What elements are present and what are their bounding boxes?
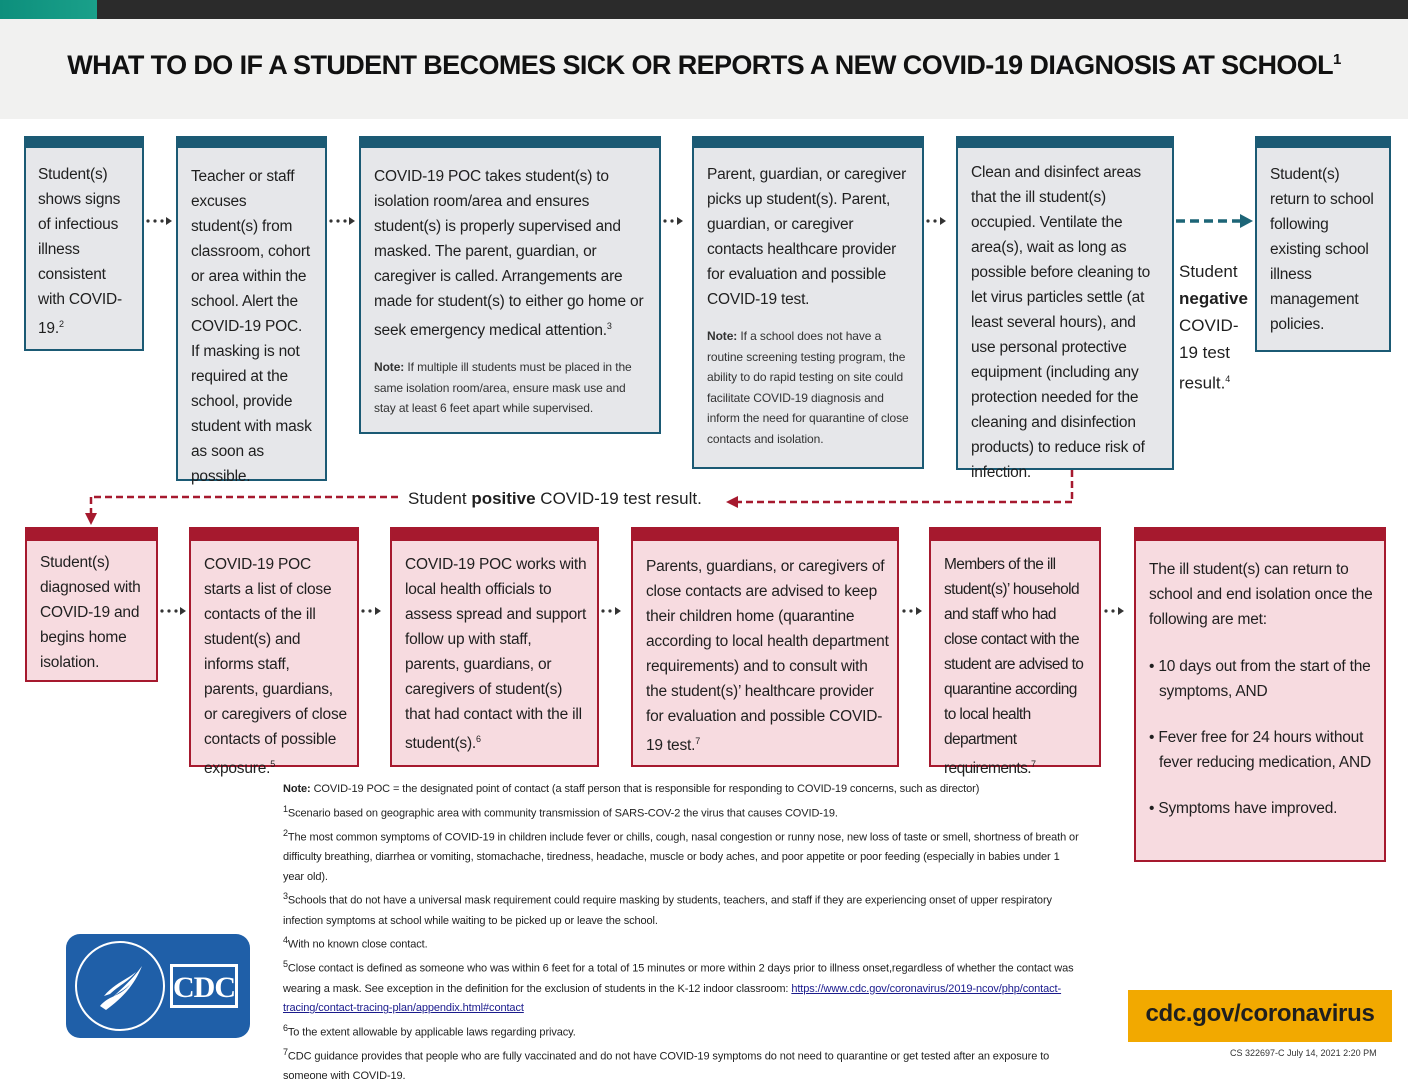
website-banner[interactable] — [1128, 990, 1392, 1042]
footnote-ref: 6 — [476, 734, 481, 744]
note-text: If a school does not have a routine screening testing program, the ability to do rapid testing on site could facilitate COVID-19 diagnosis and inform the need for quarantine of close contacts and isolation. — [707, 329, 909, 446]
footnote-7: $^7$CDC guidance provides that people who are fully vaccinated and do not have COVID-19 symptoms do not need to quarantine or get tested after an exposure to someone with COVID-19. — [283, 1047, 1050, 1083]
cdc-logo-text: CDC — [173, 971, 235, 1004]
step-box-end-isolation — [1134, 527, 1386, 862]
dots-r2-2-3 — [361, 607, 381, 615]
step-text — [38, 162, 130, 341]
footnote-ref: 5 — [270, 759, 276, 769]
step-note — [707, 326, 910, 449]
end-isolation-intro: The ill student(s) can return to school and end isolation once the following are met: — [1149, 561, 1373, 628]
footnote-ref: 2 — [58, 319, 64, 329]
step-text — [374, 164, 647, 343]
hhs-seal-icon — [70, 936, 170, 1036]
note-label: Note: — [374, 360, 405, 375]
page-title-sup: 1 — [1333, 51, 1341, 68]
footnote-6: $^6$To the extent allowable by applicable laws regarding privacy. — [283, 1022, 576, 1039]
step-text: Teacher or staff excuses student(s) from classroom, cohort or area within the school. Alert the COVID-19 POC. If masking is not required at the school, provide student with mask as soon as possible. — [191, 168, 312, 485]
step-box-home-isolation — [25, 527, 158, 682]
step-text — [944, 552, 1091, 781]
footnote-4: $^4$With no known close contact. — [283, 935, 428, 951]
step-text-body: COVID-19 POC works with local health officials to assess spread and support follow up with staff, parents, guardians, or caregivers of student(s) that had contact with the ill student(s). — [405, 556, 587, 753]
footnote-ref: 4 — [1225, 374, 1231, 384]
positive-bold: positive — [471, 489, 536, 508]
step-text — [405, 552, 587, 756]
cdc-logo — [170, 964, 238, 1008]
positive-result-label — [408, 489, 702, 509]
dots-r2-4-5 — [902, 607, 922, 615]
step-text-body: Student(s) shows signs of infectious illness consistent with COVID-19. — [38, 166, 122, 338]
footnote-4-text: With no known close contact. — [287, 938, 428, 951]
step-note — [374, 357, 647, 419]
step-box-health-officials — [390, 527, 599, 767]
step-text: Student(s) return to school following existing school illness management policies. — [1270, 166, 1374, 333]
document-stamp: CS 322697-C July 14, 2021 2:20 PM — [1230, 1048, 1377, 1058]
step-box-isolation — [359, 136, 661, 434]
step-text: Clean and disinfect areas that the ill student(s) occupied. Ventilate the area(s), wait as long as possible before cleaning to let virus particles settle (at least several hours), and use personal protective equipment (including any protection needed for the cleaning and disinfection products) to reduce risk of infection. — [971, 164, 1151, 481]
footnote-5-text: Close contact is defined as someone who was within 6 feet for a total of 15 minutes or more within 2 days prior to illness onset,regardless of whether the contact was wearing a mask. See exception in the definition for the exclusion of students in the K-12 indoor classroom: — [283, 963, 1074, 995]
step-text: Student(s) diagnosed with COVID-19 and begins home isolation. — [40, 554, 141, 671]
positive-post: COVID-19 test result. — [535, 489, 702, 508]
dots-r2-3-4 — [601, 607, 621, 615]
negative-bold: negative — [1179, 289, 1248, 308]
negative-result-label — [1179, 258, 1257, 397]
step-text-body: Parents, guardians, or caregivers of close contacts are advised to keep their children home (quarantine according to local health department requirements) and to consult with the student(s)’ healthcare provider for evaluation and possible COVID-19 test. — [646, 558, 889, 755]
footnote-ref: 3 — [606, 321, 612, 331]
step-text-body: Members of the ill student(s)’ household and staff who had close contact with the student are advised to quarantine according to local health department requirements. — [944, 556, 1084, 778]
step-box-clean — [956, 136, 1174, 481]
footnote-note — [283, 780, 1083, 800]
footnote-7-text: CDC guidance provides that people who are fully vaccinated and do not have COVID-19 symptoms do not need to quarantine or get tested after an exposure to someone with COVID-19. — [283, 1050, 1050, 1083]
footnote-note-text: COVID-19 POC = the designated point of contact (a staff person that is responsible for responding to COVID-19 concerns, such as director) — [313, 783, 980, 795]
website-text[interactable]: cdc.gov/coronavirus — [1145, 1000, 1375, 1027]
footnote-ref: 7 — [1030, 759, 1036, 769]
end-isolation-criteria — [1149, 654, 1374, 821]
criteria-item: • Fever free for 24 hours without fever reducing medication, AND — [1149, 729, 1371, 771]
negative-arrow — [1176, 214, 1253, 228]
criteria-item: • 10 days out from the start of the symptoms, AND — [1149, 658, 1371, 700]
dots-1-2 — [146, 217, 172, 225]
note-label: Note: — [707, 329, 738, 343]
footnote-3: $^3$Schools that do not have a universal mask requirement could require masking by students, teachers, and staff if they are experiencing onset of upper respiratory infection symptoms at school while waiting to be picked up or leave the school. — [283, 891, 1052, 927]
step-box-pickup — [692, 136, 924, 469]
dots-4-5 — [926, 217, 946, 225]
footnote-6-text: To the extent allowable by applicable laws regarding privacy. — [287, 1026, 576, 1039]
footnote-3-text: Schools that do not have a universal mask requirement could require masking by students, teachers, and staff if they are experiencing onset of upper respiratory infection symptoms at school while waiting to be picked up or leave the school. — [283, 894, 1052, 927]
step-box-household — [929, 527, 1101, 778]
footnote-1-text: Scenario based on geographic area with community transmission of SARS-COV-2 the virus that causes COVID-19. — [287, 807, 838, 820]
step-box-close-contacts — [189, 527, 359, 778]
dots-2-3 — [329, 217, 355, 225]
top-bar-accent — [0, 0, 97, 19]
step-box-quarantine-advice — [631, 527, 899, 767]
footnote-1: $^1$Scenario based on geographic area with community transmission of SARS-COV-2 the virus that causes COVID-19. — [283, 803, 838, 820]
top-bar — [0, 0, 1408, 19]
dots-r2-1-2 — [160, 607, 186, 615]
page-title — [0, 50, 1408, 81]
footnote-5: $^5$Close contact is defined as someone who was within 6 feet for a total of 15 minutes or more within 2 days prior to illness onset,regardless of whether the contact was wearing a mask. See exception in the definition for the exclusion of students in the K-12 indoor classroom: https://www.cdc.gov/coronavirus/2019-ncov/php/contact-tracing/contact-tracing-plan/appendix.html#contact — [283, 959, 1074, 1015]
positive-arrowhead-down — [85, 513, 97, 525]
dots-3-4 — [663, 217, 683, 225]
note-text: If multiple ill students must be placed in the same isolation room/area, ensure mask use and stay at least 6 feet apart while supervised. — [374, 360, 632, 416]
step-box-symptoms — [24, 136, 144, 351]
footnote-2: $^2$The most common symptoms of COVID-19 in children include fever or chills, cough, nasal congestion or runny nose, new loss of taste or smell, shortness of breath or difficulty breathing, diarrhea or vomiting, stomachache, tiredness, headache, muscle or body aches, and poor appetite or poor feeding (especially in babies under 1 year old). — [283, 827, 1079, 883]
step-box-return — [1255, 136, 1391, 352]
step-text — [646, 554, 889, 758]
page-title-text: WHAT TO DO IF A STUDENT BECOMES SICK OR REPORTS A NEW COVID-19 DIAGNOSIS AT SCHOOL — [67, 50, 1334, 80]
criteria-item: • Symptoms have improved. — [1149, 800, 1338, 817]
negative-pre: Student — [1179, 262, 1238, 281]
positive-pre: Student — [408, 489, 472, 508]
contact-tracing-link[interactable]: https://www.cdc.gov/coronavirus/2019-ncov/php/contact-tracing/contact-tracing-plan/appendix.html#contact — [283, 982, 1062, 1015]
step-box-excuse — [176, 136, 327, 485]
dots-r2-5-6 — [1104, 607, 1124, 615]
footnote-ref: 7 — [695, 736, 701, 746]
footnote-2-text: The most common symptoms of COVID-19 in children include fever or chills, cough, nasal congestion or runny nose, new loss of taste or smell, shortness of breath or difficulty breathing, diarrhea or vomiting, stomachache, tiredness, headache, muscle or body aches, and poor appetite or poor feeding (especially in babies under 1 year old). — [283, 831, 1079, 883]
positive-arrowhead-left — [726, 496, 738, 508]
step-text-body: COVID-19 POC takes student(s) to isolation room/area and ensures student(s) is properly supervised and masked. The parent, guardian, or caregiver is called. Arrangements are made for student(s) to either go home or seek emergency medical attention. — [374, 168, 644, 340]
footnote-note-label: Note: — [283, 783, 311, 795]
footnotes — [283, 780, 1083, 1087]
negative-post: COVID-19 test result. — [1179, 316, 1239, 393]
step-text: Parent, guardian, or caregiver picks up student(s). Parent, guardian, or caregiver contacts healthcare provider for evaluation and possible COVID-19 test. — [707, 166, 907, 308]
step-text — [204, 552, 347, 781]
hhs-cdc-logo — [66, 934, 250, 1038]
step-text-body: COVID-19 POC starts a list of close contacts of the ill student(s) and informs staff, parents, guardians, or caregivers of close contacts of possible exposure. — [204, 556, 347, 778]
